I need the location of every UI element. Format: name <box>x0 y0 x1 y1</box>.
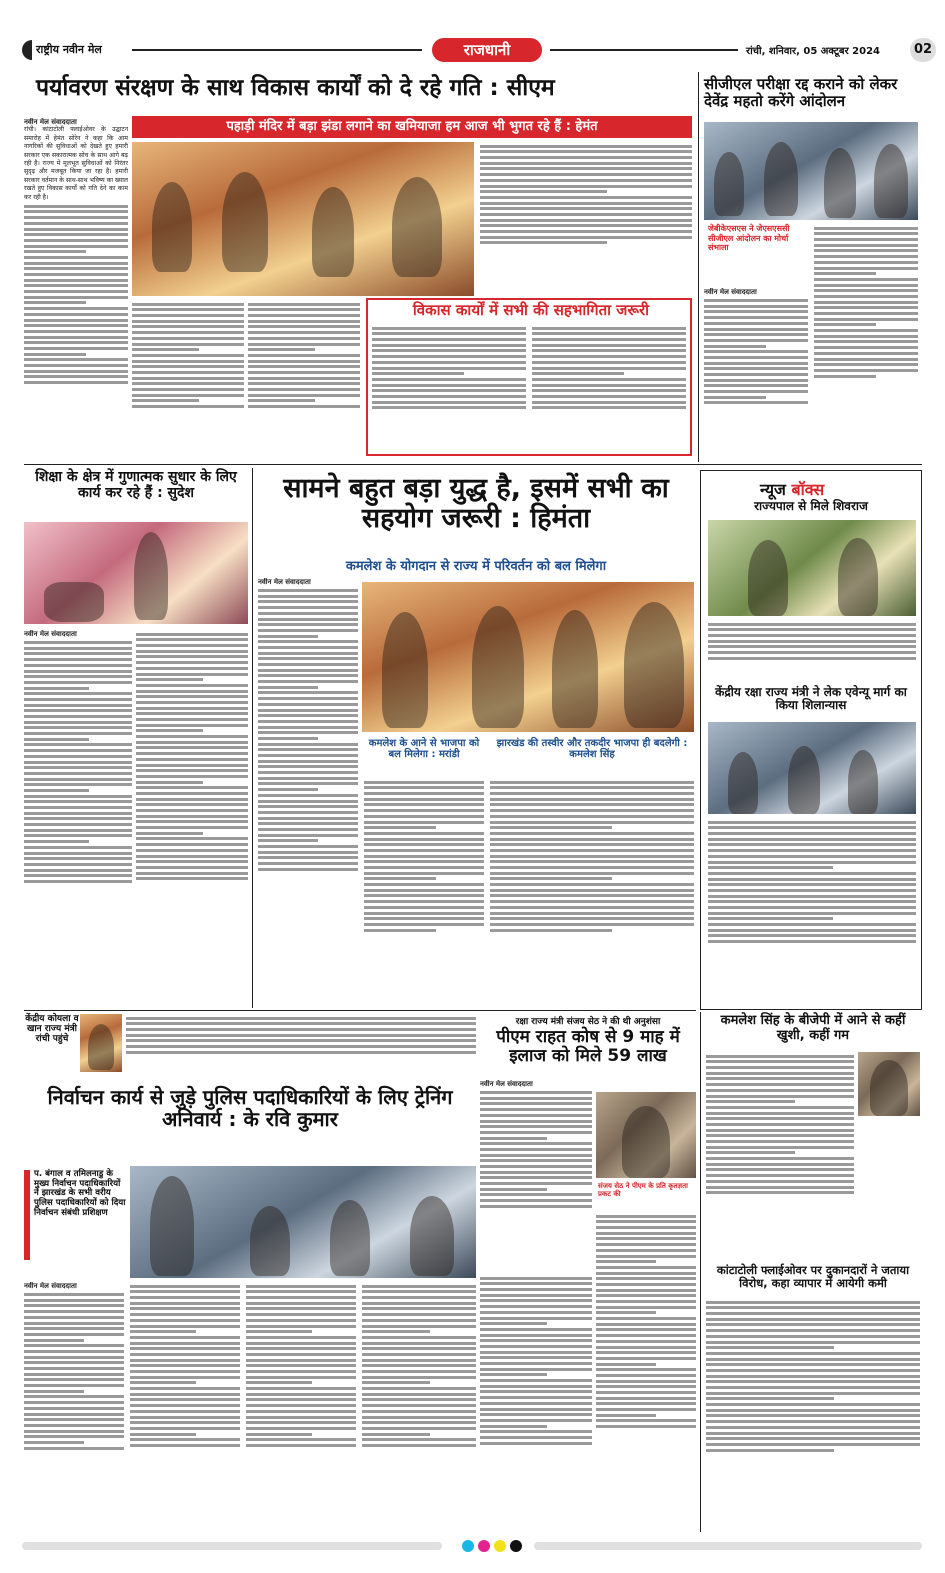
story7-headline: पीएम राहत कोष से 9 माह में इलाज को मिले 59 लाख <box>496 1027 680 1067</box>
newsbox-item1-headline: राज्यपाल से मिले शिवराज <box>754 499 868 513</box>
story2-text-col1 <box>704 288 808 458</box>
story7-byline: नवीन मेल संवाददाता <box>480 1080 533 1088</box>
newsbox-label-red: बॉक्स <box>791 480 825 499</box>
story7-photo-caption: संजय सेठ ने पीएम के प्रति कृतज्ञता प्रकट की <box>598 1182 688 1199</box>
registration-dot-black <box>510 1540 522 1552</box>
section-pill: राजधानी <box>432 38 542 62</box>
newsbox-item1-photo <box>708 520 916 616</box>
story3-text-col2 <box>532 324 686 452</box>
newsbox-label <box>760 478 824 500</box>
divider-mid-1 <box>24 464 922 465</box>
story1-text-col3 <box>248 300 360 460</box>
divider-mid-2 <box>24 1010 696 1011</box>
divider-story5-left <box>252 468 253 1008</box>
story9-headline: कमलेश सिंह के बीजेपी में आने से कहीं खुशी, कहीं गम <box>720 1013 906 1043</box>
story6-text <box>126 1014 476 1074</box>
masthead-left-cap <box>22 40 32 60</box>
divider-right-lower <box>700 1012 701 1532</box>
story1-lead: रांची। कांटाटोली फ्लाईओवर के उद्घाटन समारोह में हेमंत सोरेन ने कहा कि आम नागरिकों की सुविधाओं को देखते हुए हमारी सरकार एक सकारात्मक सोच के साथ आगे बढ़ रही है। राज्य में मूलभूत सुविधाओं को निरंतर सुदृढ़ और मजबूत किया जा रहा है। हमारी सरकार वर्तमान के साथ-साथ भविष्य का ख्याल रखते हुए विकास कार्यों को गति देने का काम कर रही है। <box>24 126 128 201</box>
story1-photo <box>132 142 474 296</box>
newsbox-item2-headline: केंद्रीय रक्षा राज्य मंत्री ने लेक एवेन्यू मार्ग का किया शिलान्यास <box>715 685 907 713</box>
story1-byline: नवीन मेल संवाददाता <box>24 118 77 126</box>
story2-photo <box>704 122 918 220</box>
masthead <box>22 36 933 64</box>
story2-headline: सीजीएल परीक्षा रद्द कराने को लेकर देवेंद्र महतो करेंगे आंदोलन <box>704 75 898 110</box>
story1-subhead: पहाड़ी मंदिर में बड़ा झंडा लगाने का खमियाजा हम आज भी भुगत रहे हैं : हेमंत <box>132 116 692 138</box>
story4-text-col2 <box>136 630 248 1006</box>
story3-text-col1 <box>372 324 526 452</box>
story1-text-body <box>480 142 692 294</box>
divider-top-right <box>698 72 699 462</box>
story1-text-col1 <box>24 118 128 478</box>
story5-photo <box>362 582 694 732</box>
page-number: 02 <box>910 38 936 62</box>
story2-byline: नवीन मेल संवाददाता <box>704 288 757 296</box>
registration-dot-yellow <box>494 1540 506 1552</box>
story3-headline: विकास कार्यों में सभी की सहभागिता जरूरी <box>412 301 650 319</box>
story5-text-col1 <box>258 578 358 1006</box>
story8-byline: नवीन मेल संवाददाता <box>24 1282 77 1290</box>
story5-headline: सामने बहुत बड़ा युद्ध है, इसमें सभी का सहयोग जरूरी : हिमंता <box>283 473 669 535</box>
story8-sidebar: प. बंगाल व तमिलनाडु के मुख्य निर्वाचन पदाधिकारियों ने झारखंड के सभी वरीय पुलिस पदाधिकारियों को दिया निर्वाचन संबंधी प्रशिक्षण <box>34 1169 126 1218</box>
story8-text-col1 <box>24 1282 124 1532</box>
story4-headline: शिक्षा के क्षेत्र में गुणात्मक सुधार के लिए कार्य कर रहे हैं : सुदेश <box>35 469 237 501</box>
masthead-rule-left <box>132 49 422 51</box>
story10-text <box>706 1298 920 1532</box>
story7-text-col2 <box>596 1212 696 1532</box>
story7-text-col1 <box>480 1080 592 1270</box>
story8-photo <box>130 1166 476 1278</box>
story8-text-col2 <box>130 1282 240 1532</box>
story4-byline: नवीन मेल संवाददाता <box>24 630 77 638</box>
story5-text-col2 <box>364 778 484 1006</box>
newsbox-item2-text <box>708 818 916 1004</box>
story9-photo <box>858 1052 920 1116</box>
story8-text-col3 <box>246 1282 356 1532</box>
story6-photo <box>80 1014 122 1072</box>
story5-text-col3 <box>490 778 694 1006</box>
story1-headline: पर्यावरण संरक्षण के साथ विकास कार्यों को दे रहे गति : सीएम <box>36 75 555 101</box>
story1-text-col2 <box>132 300 244 460</box>
story8-text-col4 <box>362 1282 476 1532</box>
masthead-rule-right <box>550 49 738 51</box>
story5-sub2: झारखंड की तस्वीर और तकदीर भाजपा ही बदलेगी : कमलेश सिंह <box>496 738 688 761</box>
story2-caption: जेबीकेएसएस ने जेएसएससी सीजीएल आंदोलन का मोर्चा संभाला <box>708 224 790 253</box>
masthead-logo: राष्ट्रीय नवीन मेल <box>36 43 102 56</box>
story7-kicker: रक्षा राज्य मंत्री संजय सेठ ने की थी अनुशंसा <box>515 1017 661 1027</box>
registration-dot-cyan <box>462 1540 474 1552</box>
story8-headline: निर्वाचन कार्य से जुड़े पुलिस पदाधिकारियों के लिए ट्रेनिंग अनिवार्य : के रवि कुमार <box>47 1085 453 1132</box>
story5-sub1: कमलेश के आने से भाजपा को बल मिलेगा : मरांडी <box>368 738 480 761</box>
story7-text-col3 <box>480 1274 592 1532</box>
newsbox-item2-photo <box>708 722 916 814</box>
newsbox-label-black: न्यूज <box>760 480 786 499</box>
newsbox-item1-text <box>708 620 916 682</box>
footer-bar <box>22 1540 922 1552</box>
story4-photo <box>24 522 248 624</box>
story8-sidebar-marker <box>24 1170 30 1260</box>
story5-subhead: कमलेश के योगदान से राज्य में परिवर्तन को बल मिलेगा <box>345 559 607 574</box>
story5-byline: नवीन मेल संवाददाता <box>258 578 311 586</box>
registration-dot-magenta <box>478 1540 490 1552</box>
story6-caption: केंद्रीय कोयला व खान राज्य मंत्री रांची पहुंचे <box>25 1014 79 1045</box>
story2-text-col2 <box>814 224 918 458</box>
dateline: रांची, शनिवार, 05 अक्टूबर 2024 <box>746 46 881 57</box>
story9-text <box>706 1052 854 1262</box>
story7-photo <box>596 1092 696 1178</box>
story4-text-col1 <box>24 630 132 1006</box>
story10-headline: कांटाटोली फ्लाईओवर पर दुकानदारों ने जताया विरोध, कहा व्यापार में आयेगी कमी <box>716 1263 910 1290</box>
